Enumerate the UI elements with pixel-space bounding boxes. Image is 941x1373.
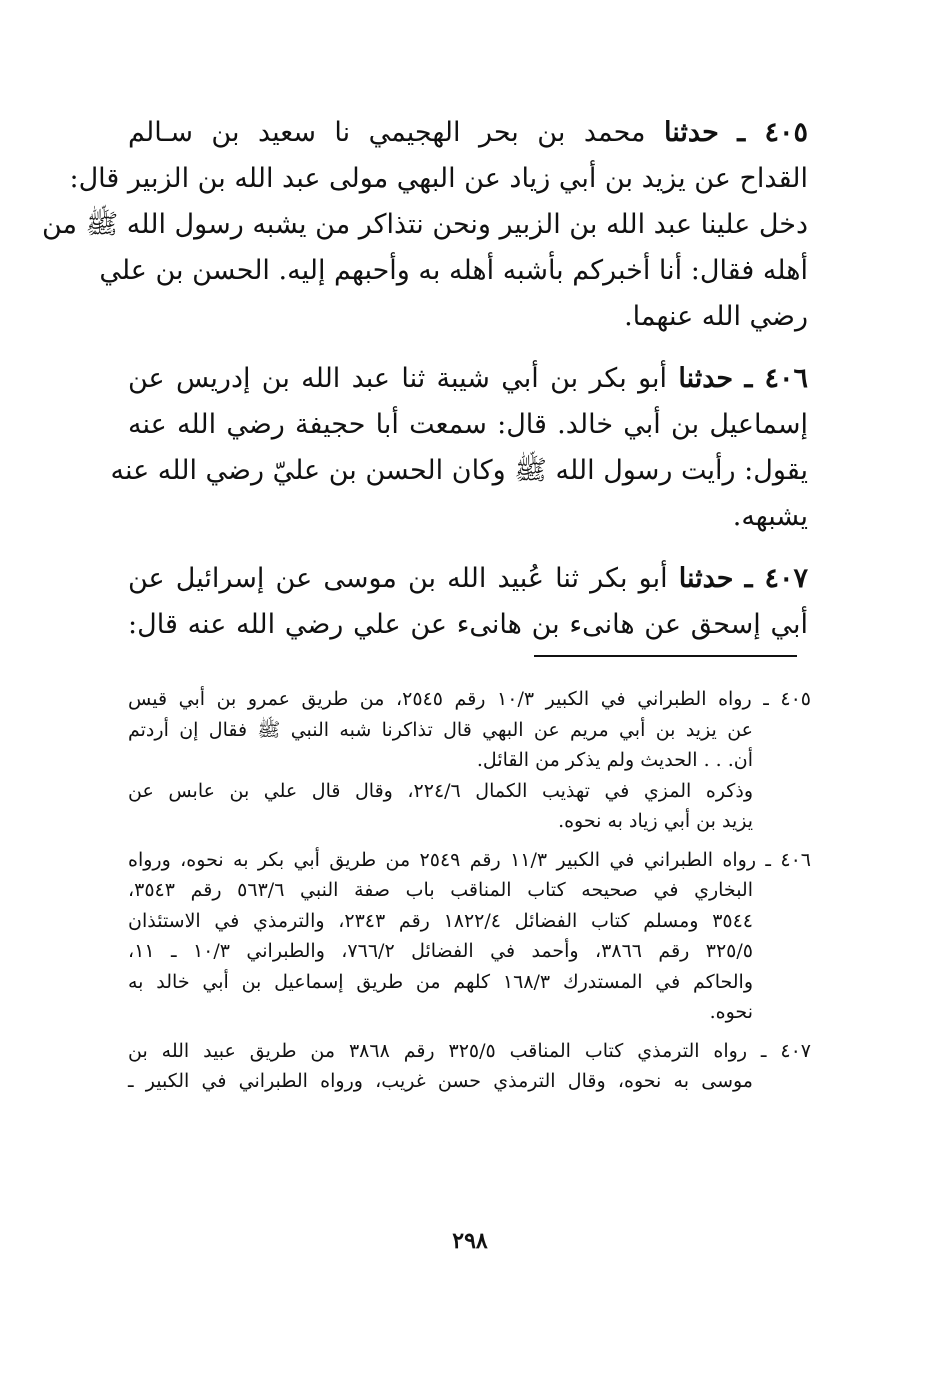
hadith-number: ٤٠٦ ـ	[744, 363, 808, 394]
hadith-keyword: حدثنا	[678, 363, 734, 394]
hadith-407-line-1	[128, 556, 808, 602]
footnote-407-line-1: ٤٠٧ ـ رواه الترمذي كتاب المناقب ٣٢٥/٥ رقم ٣٨٦٨ من طريق عبيد الله بن	[128, 1039, 812, 1062]
footnote-405-line-1: ٤٠٥ ـ رواه الطبراني في الكبير ١٠/٣ رقم ٢٥٤٥، من طريق عمرو بن أبي قيس	[128, 688, 811, 710]
hadith-406-line-1	[128, 356, 808, 402]
hadith-407	[128, 556, 808, 648]
footnote-406-line-4: ٣٢٥/٥ رقم ٣٨٦٦، وأحمد في الفضائل ٧٦٦/٢، والطبراني ١٠/٣ ـ ١١،	[128, 940, 753, 962]
footnote-407-line-2: موسى به نحوه، وقال الترمذي حسن غريب، ورواه الطبراني في الكبير ـ	[128, 1070, 753, 1092]
footnotes	[128, 684, 811, 1105]
footnote-405-line-5: يزيد بن أبي زياد به نحوه.	[558, 810, 753, 832]
footnote-406-line-3: ٣٥٤٤ ومسلم كتاب الفضائل ١٨٢٢/٤ رقم ٢٣٤٣، والترمذي في الاستئذان	[128, 909, 754, 932]
footnote-407	[128, 1036, 811, 1097]
hadith-406-line-4: يشبهه.	[732, 501, 808, 532]
footnote-405	[128, 684, 811, 837]
hadith-keyword: حدثنا	[678, 563, 734, 594]
hadith-keyword: حدثنا	[664, 117, 719, 148]
footnote-406-line-6: نحوه.	[709, 1001, 753, 1023]
page-number: ٢٩٨	[452, 1228, 488, 1254]
hadith-number: ٤٠٥ ـ	[737, 117, 808, 148]
hadith-405-line-3: دخل علينا عبد الله بن الزبير ونحن نتذاكر من يشبه رسول الله ﷺ من	[42, 209, 808, 240]
footnote-405-line-4: وذكره المزي في تهذيب الكمال ٢٢٤/٦، وقال قال علي بن عابس عن	[128, 779, 753, 802]
hadith-407-line-2: أبي إسحق عن هانىء بن هانىء عن علي رضي الله عنه قال:	[128, 609, 808, 640]
hadith-text: أبو بكر بن أبي شيبة ثنا عبد الله بن إدريس عن	[128, 363, 668, 394]
hadith-406	[110, 356, 808, 540]
hadith-406-line-2: إسماعيل بن أبي خالد. قال: سمعت أبا حجيفة رضي الله عنه	[128, 409, 808, 440]
hadith-405	[42, 110, 808, 340]
hadith-405-line-2: القداح عن يزيد بن أبي زياد عن البهي مولى عبد الله بن الزبير قال:	[69, 163, 808, 194]
footnote-405-line-2: عن يزيد بن أبي مريم عن البهي قال تذاكرنا شبه النبي ﷺ فقال إن أردتم	[128, 718, 753, 741]
hadith-405-line-4: أهله فقال: أنا أخبركم بأشبه أهله به وأحبهم إليه. الحسن بن علي	[99, 255, 808, 286]
footnote-406	[128, 845, 811, 1028]
footnote-406-line-1: ٤٠٦ ـ رواه الطبراني في الكبير ١١/٣ رقم ٢٥٤٩ من طريق أبي بكر به نحوه، ورواه	[128, 848, 812, 871]
footnote-separator	[534, 655, 797, 657]
footnote-405-line-3: أن. . . الحديث ولم يذكر من القائل.	[476, 749, 753, 771]
hadith-406-line-3: يقول: رأيت رسول الله ﷺ وكان الحسن بن عليّ رضي الله عنه	[110, 455, 808, 486]
hadith-405-line-1	[128, 110, 808, 156]
hadith-text: أبو بكر ثنا عُبيد الله بن موسى عن إسرائيل عن	[128, 563, 668, 594]
main-text	[42, 110, 808, 664]
hadith-text: محمد بن بحر الهجيمي نا سعيد بن سـالم	[128, 117, 646, 148]
footnote-406-line-5: والحاكم في المستدرك ١٦٨/٣ كلهم من طريق إسماعيل بن أبي خالد به	[128, 970, 753, 993]
hadith-405-line-5: رضي الله عنهما.	[624, 301, 808, 332]
hadith-number: ٤٠٧ ـ	[744, 563, 808, 594]
footnote-406-line-2: البخاري في صحيحه كتاب المناقب باب صفة النبي ٥٦٣/٦ رقم ٣٥٤٣،	[128, 879, 753, 901]
